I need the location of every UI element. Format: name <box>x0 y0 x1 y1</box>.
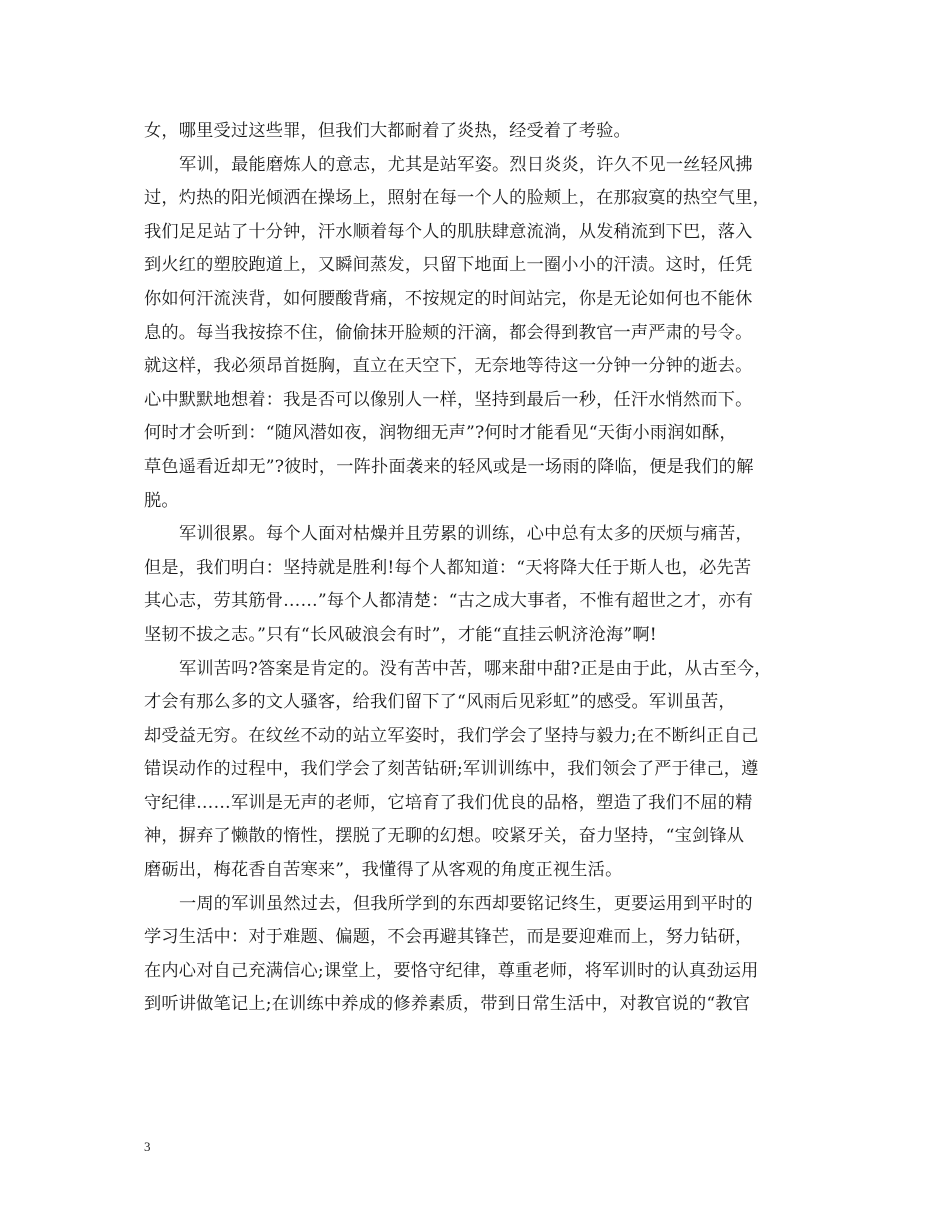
text-line: 我们足足站了十分钟，汗水顺着每个人的肌肤肆意流淌，从发稍流到下巴，落入 <box>144 221 753 242</box>
text-line: 错误动作的过程中，我们学会了刻苦钻研;军训训练中，我们领会了严于律己，遵 <box>144 759 759 780</box>
paragraph-start-line: 一周的军训虽然过去，但我所学到的东西却要铭记终生，更要运用到平时的 <box>179 893 753 914</box>
text-line: 神，摒弃了懒散的惰性，摆脱了无聊的幻想。咬紧牙关，奋力坚持，“宝剑锋从 <box>144 826 745 847</box>
text-line: 你如何汗流浃背，如何腰酸背痛，不按规定的时间站完，你是无论如何也不能休 <box>144 288 753 309</box>
text-line: 过，灼热的阳光倾洒在操场上，照射在每一个人的脸颊上，在那寂寞的热空气里， <box>144 188 770 209</box>
text-line: 心中默默地想着：我是否可以像别人一样，坚持到最后一秒，任汗水悄然而下。 <box>144 389 753 410</box>
body-text <box>144 115 824 1022</box>
text-line: 脱。 <box>144 490 179 511</box>
text-line: 到听讲做笔记上;在训练中养成的修养素质，带到日常生活中，对教官说的“教官 <box>144 994 751 1015</box>
page-number: 3 <box>144 1139 151 1154</box>
text-line: 其心志，劳其筋骨……”每个人都清楚：“古之成大事者，不惟有超世之才，亦有 <box>144 591 754 612</box>
text-line: 却受益无穷。在纹丝不动的站立军姿时，我们学会了坚持与毅力;在不断纠正自己 <box>144 725 759 746</box>
paragraph-start-line: 军训苦吗?答案是肯定的。没有苦中苦，哪来甜中甜?正是由于此，从古至今， <box>179 658 772 679</box>
text-line: 到火红的塑胶跑道上，又瞬间蒸发，只留下地面上一圈小小的汗渍。这时，任凭 <box>144 255 753 276</box>
text-line: 在内心对自己充满信心;课堂上，要恪守纪律，尊重老师，将军训时的认真劲运用 <box>144 960 759 981</box>
text-line: 守纪律……军训是无声的老师，它培育了我们优良的品格，塑造了我们不屈的精 <box>144 792 753 813</box>
paragraph-start-line: 军训很累。每个人面对枯燥并且劳累的训练，心中总有太多的厌烦与痛苦， <box>179 524 753 545</box>
text-line: 草色遥看近却无”?彼时，一阵扑面袭来的轻风或是一场雨的降临，便是我们的解 <box>144 456 754 477</box>
text-line: 坚韧不拔之志。”只有“长风破浪会有时”，才能“直挂云帆济沧海”啊! <box>144 624 657 645</box>
paragraph-start-line: 军训，最能磨炼人的意志，尤其是站军姿。烈日炎炎，许久不见一丝轻风拂 <box>179 154 753 175</box>
text-line: 才会有那么多的文人骚客，给我们留下了“风雨后见彩虹”的感受。军训虽苦， <box>144 692 736 713</box>
text-line: 学习生活中：对于难题、偏题，不会再避其锋芒，而是要迎难而上，努力钻研， <box>144 927 753 948</box>
text-line: 何时才会听到：“随风潜如夜，润物细无声”?何时才能看见“天街小雨润如酥， <box>144 423 737 444</box>
text-line: 女，哪里受过这些罪，但我们大都耐着了炎热，经受着了考验。 <box>144 121 631 141</box>
text-line: 息的。每当我按捺不住，偷偷抹开脸颊的汗滴，都会得到教官一声严肃的号令。 <box>144 322 753 343</box>
text-line: 但是，我们明白：坚持就是胜利!每个人都知道：“天将降大任于斯人也，必先苦 <box>144 557 752 578</box>
text-line: 磨砺出，梅花香自苦寒来”，我懂得了从客观的角度正视生活。 <box>144 860 623 881</box>
text-line: 就这样，我必须昂首挺胸，直立在天空下，无奈地等待这一分钟一分钟的逝去。 <box>144 356 753 377</box>
